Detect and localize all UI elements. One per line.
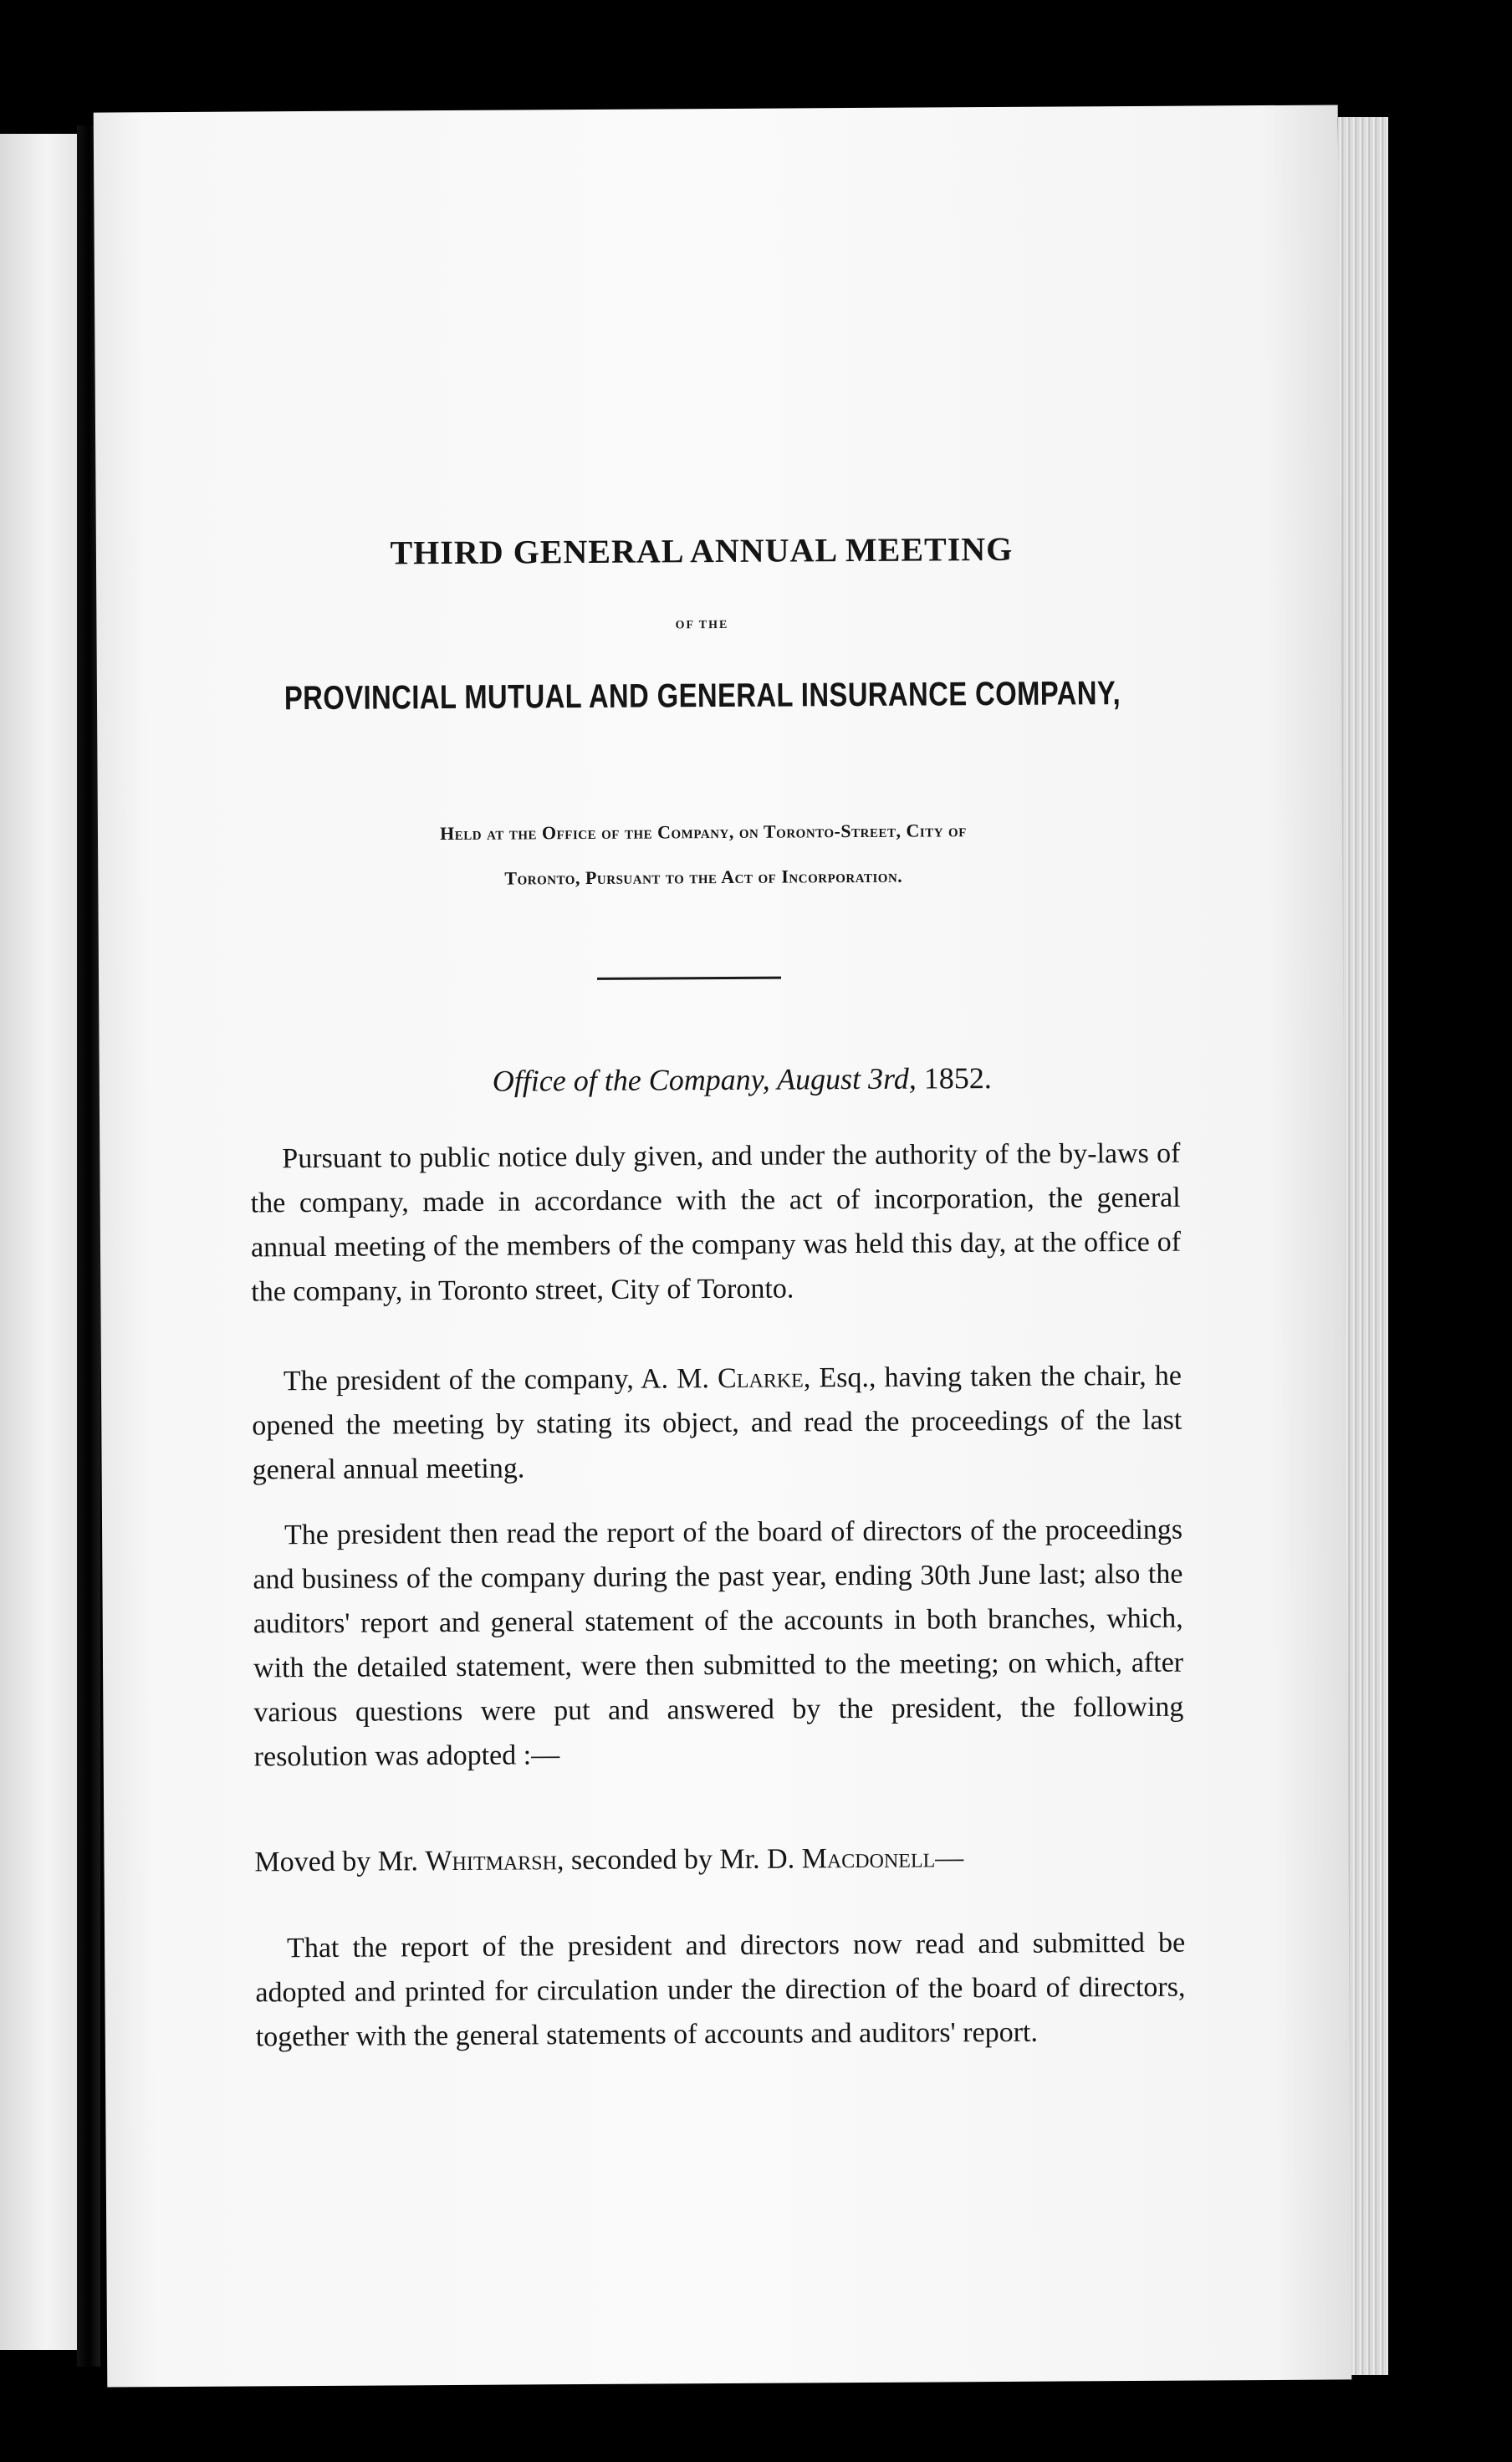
company-name-heading: PROVINCIAL MUTUAL AND GENERAL INSURANCE COMPANY, xyxy=(284,675,1121,718)
seconder-name: Macdonell xyxy=(801,1842,936,1875)
paragraph-notice xyxy=(250,1131,1181,1315)
paragraph-report-text: The president then read the report of the board of directors of the proceedings and business of the company during the past year, ending 30th June last; also the auditors' report and general statement of the accounts in both branches, which, with the detailed statement, were then submitted to the meeting; on which, after various questions were put and answered by the president, the following resolution was adopted :— xyxy=(253,1514,1184,1773)
motion-dash: — xyxy=(935,1842,964,1874)
dateline-year: 1852. xyxy=(923,1061,992,1096)
paragraph-resolution-text: That the report of the president and directors now read and submitted be adopted and printed for circulation under the direction of the board of directors, together with the general statements of accounts and auditors' report. xyxy=(255,1927,1186,2053)
title-connector: OF THE xyxy=(675,618,729,632)
document-page xyxy=(94,105,1352,2387)
paragraph-resolution xyxy=(255,1921,1186,2060)
facing-page-edge xyxy=(0,134,77,2350)
document-title: THIRD GENERAL ANNUAL MEETING xyxy=(390,529,1014,572)
subtitle-line-1: Held at the Office of the Company, on Toronto-Street, City of xyxy=(440,820,967,845)
subtitle-line-2: Toronto, Pursuant to the Act of Incorporation. xyxy=(504,865,903,889)
section-divider xyxy=(597,977,781,980)
dateline xyxy=(493,1060,992,1099)
motion-middle: , seconded by Mr. D. xyxy=(556,1843,802,1877)
paragraph-notice-text: Pursuant to public notice duly given, and under the authority of the by-laws of the company, made in accordance with the act of incorporation, the general annual meeting of the members of the company was held this day, at the office of the company, in Toronto street, City of Toronto. xyxy=(250,1137,1182,1308)
dateline-day: 3rd xyxy=(867,1061,909,1096)
paragraph-president-before: The president of the company, A. M. xyxy=(283,1363,718,1397)
motion-before: Moved by Mr. xyxy=(254,1846,426,1878)
motion-line xyxy=(254,1841,1184,1879)
paragraph-president-after: , Esq., having taken the chair, he opened the meeting by stating its object, and read the proceedings of the last general annual meeting. xyxy=(252,1360,1183,1486)
dateline-comma: , xyxy=(908,1061,924,1096)
president-name: Clarke xyxy=(717,1362,804,1395)
paragraph-president-chair xyxy=(252,1354,1183,1493)
mover-name: Whitmarsh xyxy=(425,1845,558,1877)
dateline-place: Office of the Company, August xyxy=(492,1061,869,1098)
paragraph-report xyxy=(253,1508,1184,1780)
